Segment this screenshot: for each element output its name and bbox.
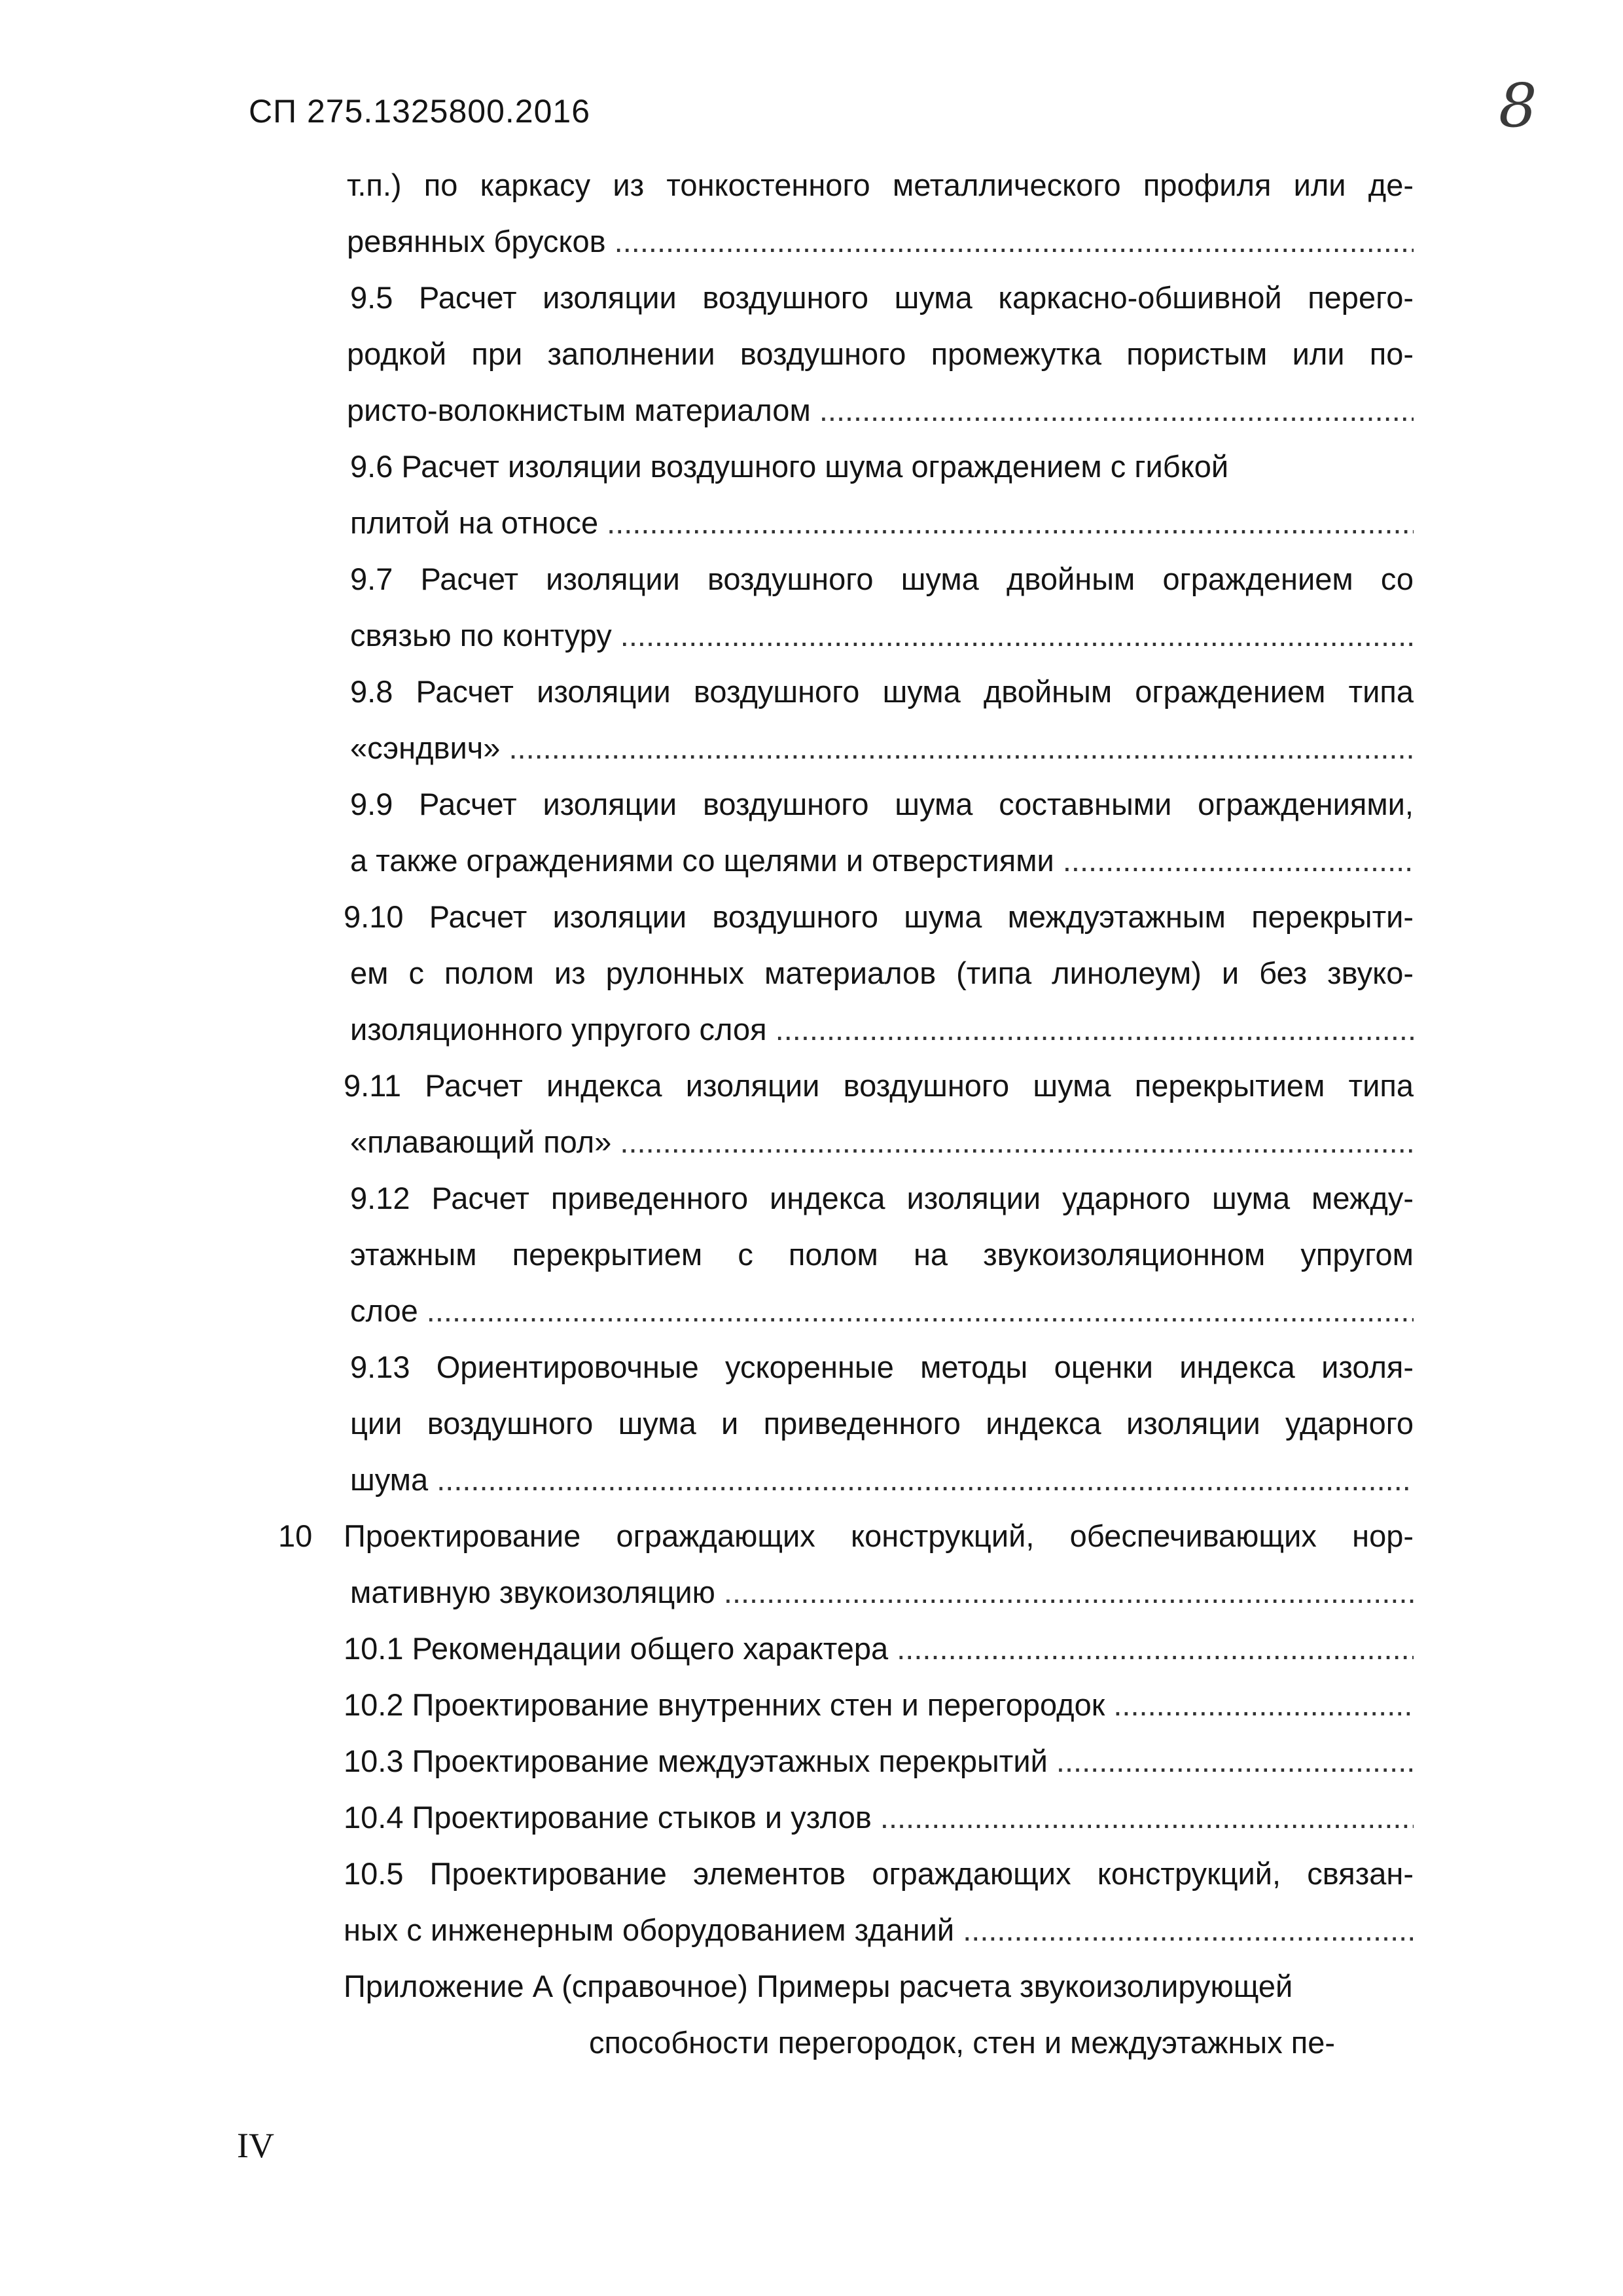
toc-entry-10-3[interactable] — [249, 1733, 1414, 1789]
toc-line: 9.12 Расчет приведенного индекса изоляции ударного шума между- — [350, 1181, 1414, 1215]
toc-line: мативную звукоизоляцию ..... — [249, 1564, 1414, 1621]
toc-entry-9-9[interactable] — [249, 776, 1414, 889]
toc-line: 10.3 Проектирование междуэтажных перекрытий ..... — [249, 1733, 1414, 1789]
table-of-contents — [249, 157, 1414, 2071]
toc-line: шума ..... — [249, 1452, 1414, 1508]
toc-line: ристо-волокнистым материалом ..... — [249, 382, 1414, 439]
toc-line: родкой при заполнении воздушного промежутка пористым или по- — [347, 336, 1414, 371]
toc-line: а также ограждениями со щелями и отверстиями ..... — [249, 833, 1414, 889]
toc-entry-9-10[interactable] — [249, 889, 1414, 1058]
toc-entry-9-6[interactable] — [249, 439, 1414, 551]
toc-line: способности перегородок, стен и междуэтажных пе- — [589, 2025, 1336, 2060]
toc-entry-9-13[interactable] — [249, 1339, 1414, 1508]
toc-line: 10.2 Проектирование внутренних стен и перегородок ..... — [249, 1677, 1414, 1733]
toc-entry-9-11[interactable] — [249, 1058, 1414, 1170]
toc-line: 10.5 Проектирование элементов ограждающих конструкций, связан- — [344, 1856, 1414, 1891]
toc-entry-10-1[interactable] — [249, 1621, 1414, 1677]
toc-entry-9-12[interactable] — [249, 1170, 1414, 1339]
toc-line: 9.9 Расчет изоляции воздушного шума составными ограждениями, — [350, 787, 1414, 821]
toc-line: Приложение А (справочное) Примеры расчета звукоизолирующей — [344, 1969, 1293, 2003]
toc-line: связью по контуру ..... — [249, 607, 1414, 664]
page-number-roman: IV — [237, 2126, 274, 2165]
toc-line: т.п.) по каркасу из тонкостенного металлического профиля или де- — [347, 168, 1414, 202]
toc-line: ревянных брусков ..... — [249, 213, 1414, 270]
toc-line: 10.4 Проектирование стыков и узлов ..... — [249, 1789, 1414, 1846]
toc-line: 9.11 Расчет индекса изоляции воздушного шума перекрытием типа — [344, 1068, 1414, 1103]
toc-line: 10 Проектирование ограждающих конструкций, обеспечивающих нор- — [249, 1508, 1414, 1564]
toc-line: ции воздушного шума и приведенного индекса изоляции ударного — [350, 1406, 1414, 1441]
toc-entry-9-4[interactable] — [249, 157, 1414, 270]
toc-line: 9.8 Расчет изоляции воздушного шума двойным ограждением типа — [350, 674, 1414, 709]
toc-line: плитой на относе ..... — [249, 495, 1414, 551]
toc-line: 9.6 Расчет изоляции воздушного шума ограждением с гибкой — [350, 449, 1229, 484]
toc-line: ных с инженерным оборудованием зданий ..... — [249, 1902, 1414, 1958]
toc-line: слое ..... — [249, 1283, 1414, 1339]
section-number: 10 — [278, 1518, 313, 1553]
toc-line: 9.10 Расчет изоляции воздушного шума междуэтажным перекрыти- — [344, 899, 1414, 934]
toc-entry-9-7[interactable] — [249, 551, 1414, 664]
toc-line: изоляционного упругого слоя ..... — [249, 1001, 1414, 1058]
toc-line: «плавающий пол» ..... — [249, 1114, 1414, 1170]
toc-line: ем с полом из рулонных материалов (типа линолеум) и без звуко- — [350, 956, 1414, 990]
toc-entry-appendix-a[interactable] — [249, 1958, 1414, 2071]
toc-line: 9.13 Ориентировочные ускоренные методы оценки индекса изоля- — [350, 1350, 1414, 1384]
toc-line: 10.1 Рекомендации общего характера ..... — [249, 1621, 1414, 1677]
toc-entry-10-5[interactable] — [249, 1846, 1414, 1958]
toc-line: этажным перекрытием с полом на звукоизоляционном упругом — [350, 1237, 1414, 1272]
toc-line: 9.7 Расчет изоляции воздушного шума двойным ограждением со — [350, 562, 1414, 596]
toc-line: 9.5 Расчет изоляции воздушного шума каркасно-обшивной перего- — [350, 280, 1414, 315]
toc-entry-10[interactable] — [249, 1508, 1414, 1621]
document-code: СП 275.1325800.2016 — [249, 93, 591, 130]
toc-entry-9-5[interactable] — [249, 270, 1414, 439]
toc-entry-9-8[interactable] — [249, 664, 1414, 776]
toc-line: «сэндвич» ..... — [249, 720, 1414, 776]
toc-entry-10-4[interactable] — [249, 1789, 1414, 1846]
handwritten-page-number: 8 — [1499, 71, 1537, 141]
toc-entry-10-2[interactable] — [249, 1677, 1414, 1733]
